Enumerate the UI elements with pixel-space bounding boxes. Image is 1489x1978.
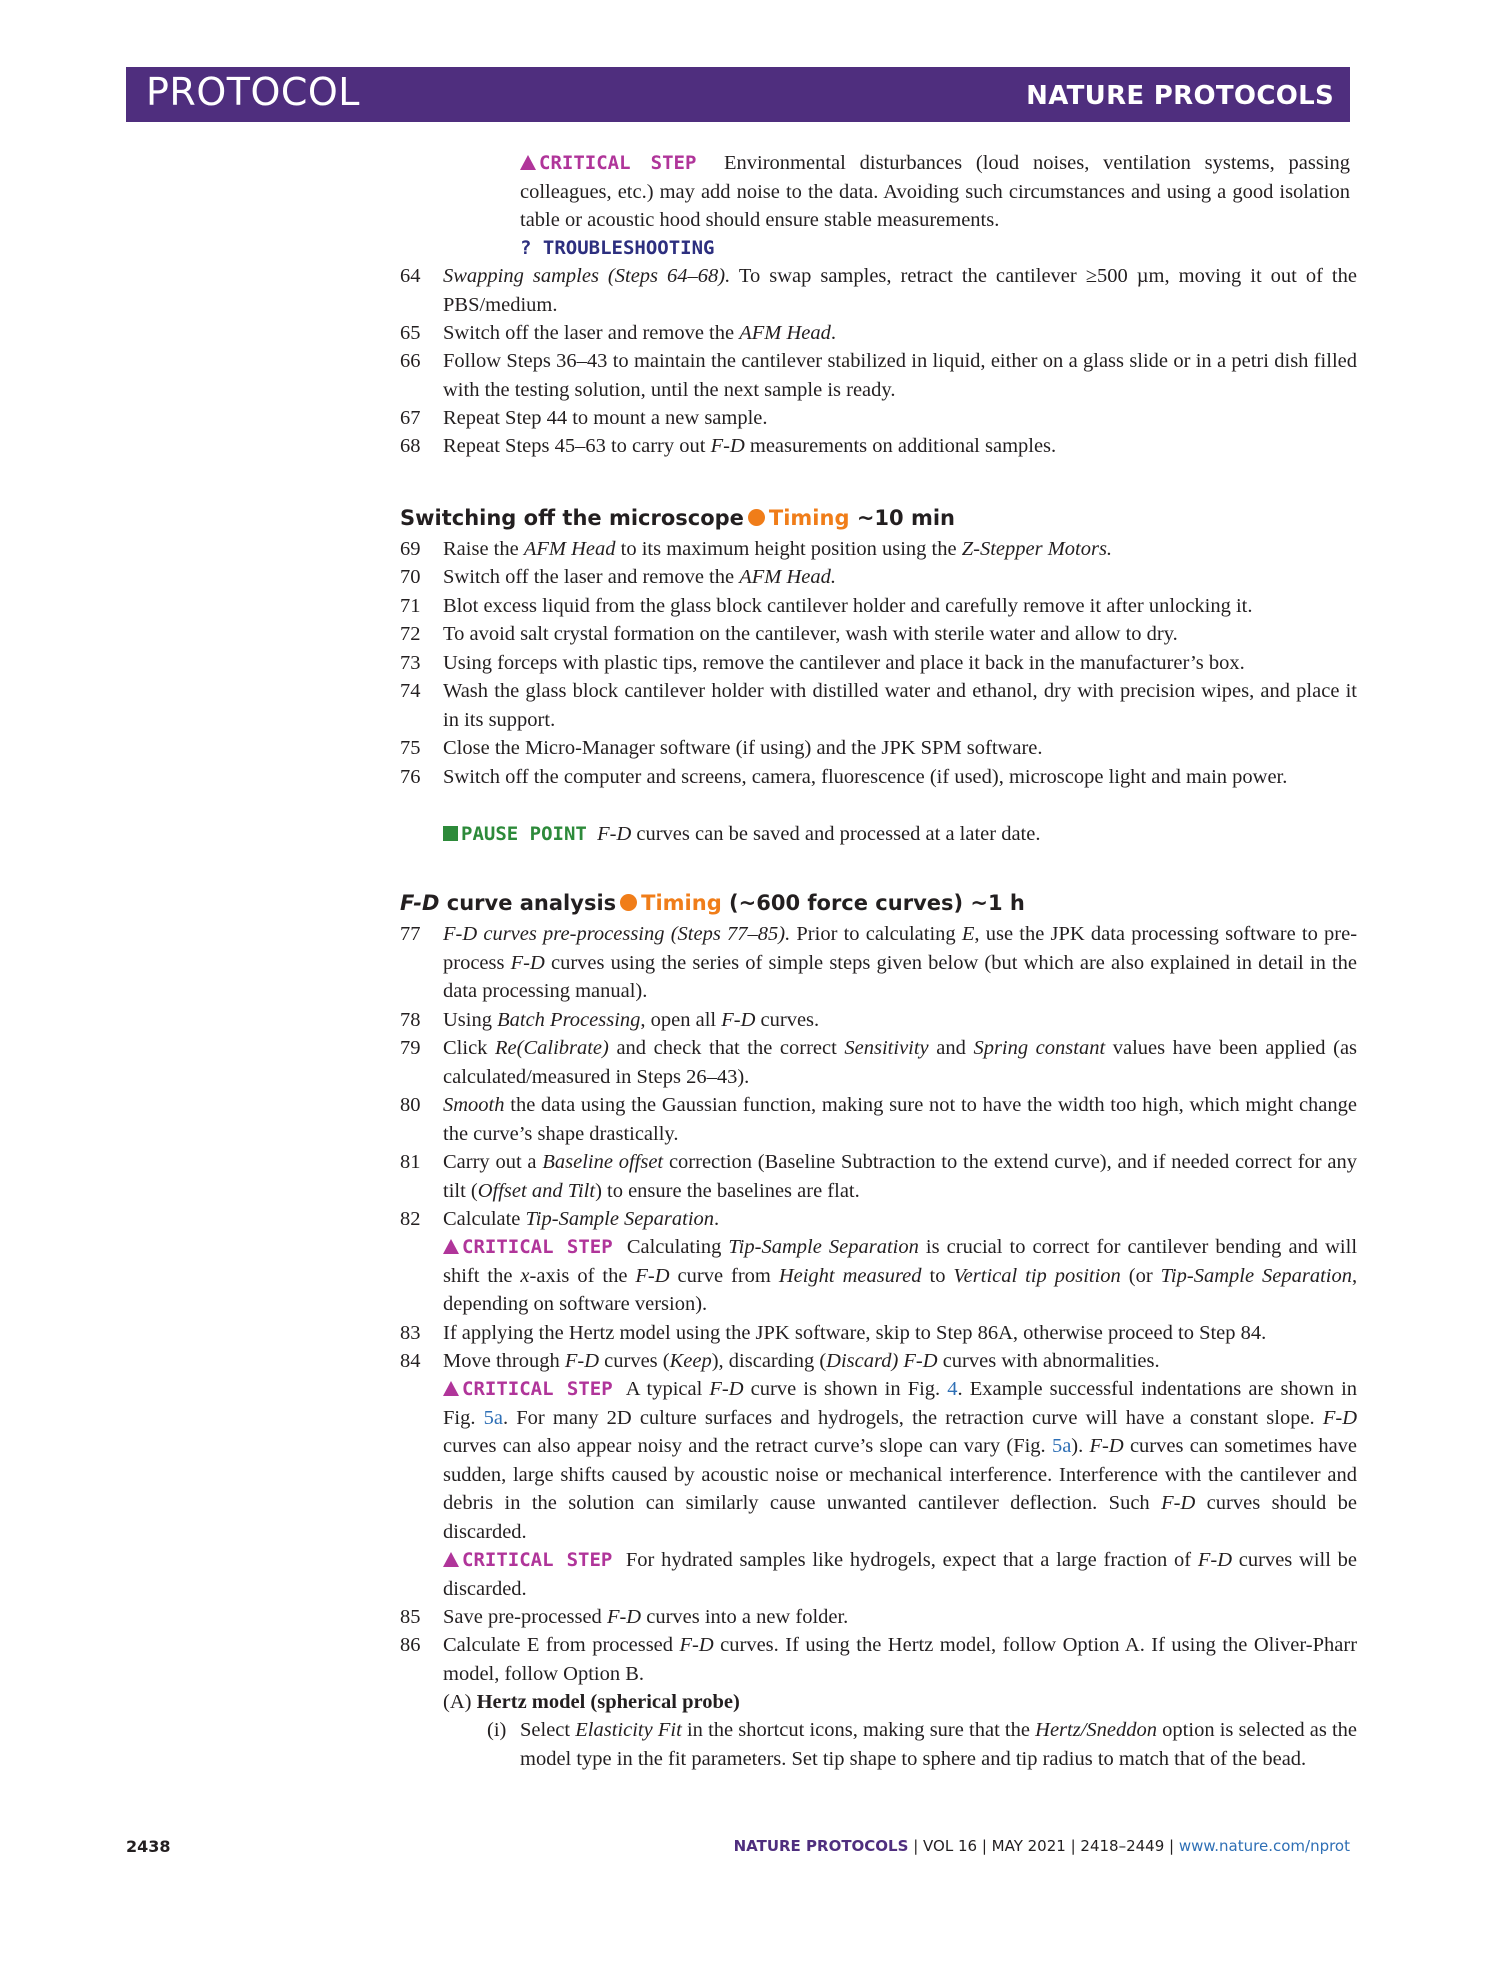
triangle-icon: [443, 1552, 459, 1567]
critical-step-text: Environmental disturbances (loud noises, ventilation systems, passing colleagues, etc.) may add noise to the data. Avoiding such circumstances and using a good isolation table or acoustic hood should ensure stable measurements.: [520, 152, 1350, 231]
triangle-icon: [520, 155, 536, 170]
fig5a-link[interactable]: 5a: [1051, 1435, 1072, 1457]
header-banner: [126, 67, 1350, 122]
pause-point-note: PAUSE POINT F-D curves can be saved and processed at a later date.: [443, 820, 1357, 849]
triangle-icon: [443, 1381, 459, 1396]
journal-url-link[interactable]: www.nature.com/nprot: [1178, 1837, 1350, 1855]
section-label: PROTOCOL: [146, 70, 360, 114]
fig5a-link[interactable]: 5a: [483, 1406, 503, 1429]
triangle-icon: [443, 1239, 459, 1254]
timing-dot-icon: [748, 509, 765, 526]
critical-step-label: CRITICAL STEP: [539, 152, 697, 174]
journal-name: NATURE PROTOCOLS: [1026, 81, 1334, 111]
section-heading-switching-off: Switching off the microscope Timing ~10 min: [400, 506, 955, 530]
option-a-heading: (A) Hertz model (spherical probe): [443, 1691, 740, 1713]
critical-step-82: CRITICAL STEP Calculating Tip-Sample Separation is crucial to correct for cantilever bending and will shift the x-axis of the F-D curve from Height measured to Vertical tip position (or Tip-Sample Separation, depending on software version).: [443, 1236, 1358, 1315]
fig4-link[interactable]: 4: [947, 1378, 958, 1400]
page-number: 2438: [126, 1837, 171, 1856]
footer-citation: NATURE PROTOCOLS | VOL 16 | MAY 2021 | 2418–2449 | www.nature.com/nprot: [733, 1837, 1350, 1855]
critical-step-84a: CRITICAL STEP A typical F-D curve is shown in Fig. 4. Example successful indentations are shown in Fig. 5a. For many 2D culture surfaces and hydrogels, the retraction curve will have a constant slope. F-D curves can also appear noisy and the retract curve’s slope can vary (Fig. 5a). F-D curves can sometimes have sudden, large shifts caused by acoustic noise or mechanical interference. Interference with the cantilever and debris in the solution can similarly cause unwanted cantilever deflection. Such F-D curves should be discarded.: [443, 1378, 1358, 1543]
troubleshooting-link[interactable]: ? TROUBLESHOOTING: [520, 237, 715, 259]
section-heading-fd-analysis: F-D curve analysis Timing (~600 force curves) ~1 h: [400, 891, 1025, 915]
pause-square-icon: [443, 826, 458, 841]
critical-step-84b: CRITICAL STEP For hydrated samples like hydrogels, expect that a large fraction of F-D curves will be discarded.: [443, 1549, 1358, 1600]
critical-step-note: [520, 149, 1350, 235]
timing-dot-icon: [620, 894, 637, 911]
